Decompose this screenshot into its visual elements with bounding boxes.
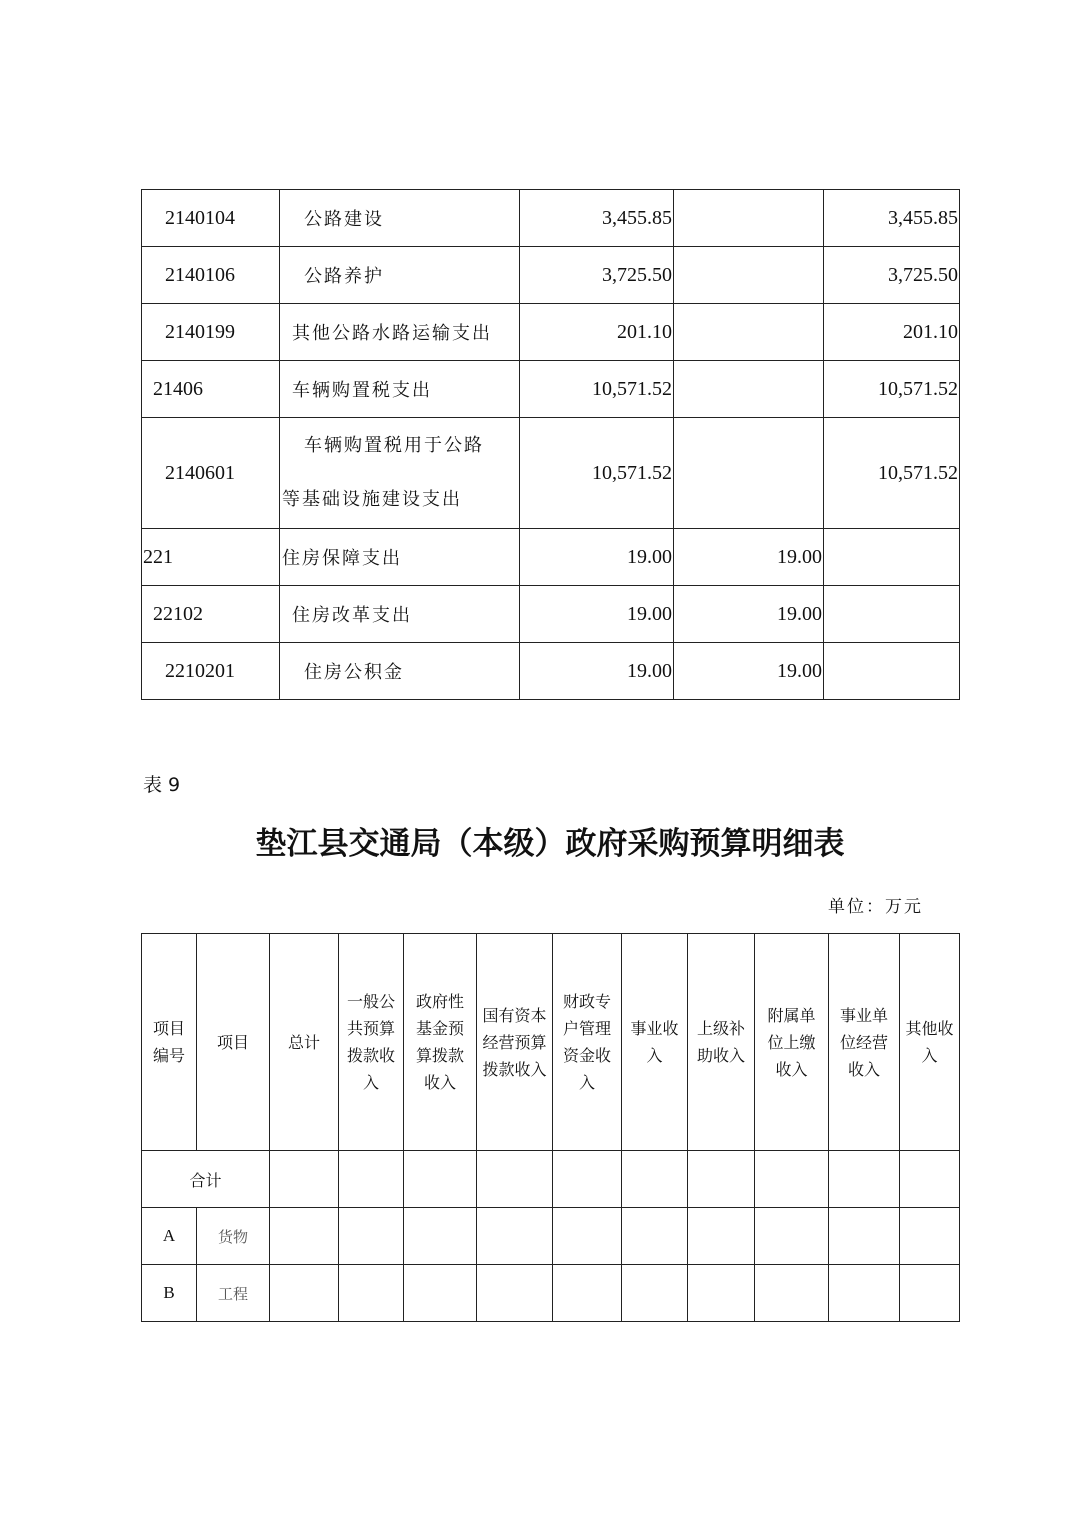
cell [622,1151,688,1208]
cell [404,1151,477,1208]
header-line: 编号 [152,1046,185,1065]
amount-basic [674,304,824,361]
cell [829,1151,900,1208]
cell [270,1265,339,1322]
subject-code: 2140199 [142,304,280,361]
subject-code: 2140106 [142,247,280,304]
subject-name-line2: 等基础设施建设支出 [282,489,462,510]
cell [339,1208,404,1265]
cell [755,1265,829,1322]
cell [339,1265,404,1322]
amount-basic [674,247,824,304]
header-row [142,934,960,1151]
amount-project: 10,571.52 [824,418,960,529]
table-number-label: 表 9 [143,774,181,796]
amount-project [824,529,960,586]
table-row [142,529,960,586]
amount-basic [674,418,824,529]
header-line: 拨款收 [346,1046,395,1065]
total-row [142,1151,960,1208]
cell [270,1151,339,1208]
amount-project [824,586,960,643]
amount-project: 3,725.50 [824,247,960,304]
cell [829,1265,900,1322]
header-line: 项目 [216,1032,249,1052]
cell [477,1151,553,1208]
header-line: 附属单 [767,1005,816,1025]
table-row [142,247,960,304]
subject-code: 221 [142,529,280,586]
procurement-budget-table [141,933,960,1322]
table-row [142,1208,960,1265]
header-line: 基金预 [415,1019,464,1038]
header-line: 事业收 [630,1019,679,1038]
cell [477,1265,553,1322]
header-line: 国有资本 [482,1005,547,1025]
table-row [142,304,960,361]
header-line: 位经营 [839,1032,888,1052]
cell [688,1265,755,1322]
amount-project: 3,455.85 [824,190,960,247]
header-line: 入 [362,1073,379,1092]
amount-total: 19.00 [520,643,674,700]
subject-code: 2140601 [142,418,280,529]
amount-project: 10,571.52 [824,361,960,418]
cell [404,1265,477,1322]
table-row [142,1265,960,1322]
subject-code: 2210201 [142,643,280,700]
table-row [142,418,960,529]
header-line: 政府性 [415,992,464,1011]
table-row [142,190,960,247]
header-cell-other [900,934,960,1151]
header-line: 总计 [287,1032,320,1052]
table-row [142,361,960,418]
expenditure-table [141,189,960,700]
header-line: 其他收 [905,1019,954,1038]
unit-label: 单位：万元 [828,897,923,917]
cell [553,1208,622,1265]
header-line: 共预算 [346,1019,395,1038]
subject-name: 住房保障支出 [280,529,520,586]
header-cell-fund-budget [404,934,477,1151]
header-line: 入 [921,1046,938,1065]
cell [829,1208,900,1265]
row-name: 货物 [197,1208,270,1265]
header-line: 位上缴 [767,1032,816,1052]
document-title: 垫江县交通局（本级）政府采购预算明细表 [255,826,845,862]
amount-total: 10,571.52 [520,361,674,418]
cell [404,1208,477,1265]
header-line: 算拨款 [415,1046,464,1065]
cell [339,1151,404,1208]
row-code: B [142,1265,197,1322]
cell [688,1208,755,1265]
cell [900,1265,960,1322]
subject-name [280,418,520,529]
amount-basic [674,190,824,247]
header-cell-general-budget [339,934,404,1151]
header-cell-subsidy [688,934,755,1151]
amount-total: 10,571.52 [520,418,674,529]
cell [900,1151,960,1208]
subject-name-line1: 车辆购置税用于公路 [304,435,484,456]
cell [688,1151,755,1208]
header-line: 项目 [152,1019,185,1038]
header-cell-affiliated [755,934,829,1151]
amount-project: 201.10 [824,304,960,361]
header-line: 收入 [847,1059,880,1079]
header-line: 一般公 [346,992,395,1011]
header-line: 入 [646,1046,663,1065]
header-line: 财政专 [562,992,611,1011]
subject-name: 住房公积金 [280,643,520,700]
header-cell-item [197,934,270,1151]
header-cell-operating [829,934,900,1151]
total-label: 合计 [142,1151,270,1208]
header-line: 收入 [775,1059,808,1079]
amount-total: 3,725.50 [520,247,674,304]
header-line: 资金收 [562,1046,611,1065]
header-cell-business-income [622,934,688,1151]
row-name: 工程 [197,1265,270,1322]
header-line: 助收入 [696,1046,745,1065]
subject-code: 22102 [142,586,280,643]
subject-name: 车辆购置税支出 [280,361,520,418]
cell [553,1151,622,1208]
header-line: 经营预算 [482,1032,547,1052]
amount-basic: 19.00 [674,586,824,643]
cell [755,1151,829,1208]
cell [270,1208,339,1265]
row-code: A [142,1208,197,1265]
header-cell-special-account [553,934,622,1151]
header-cell-state-capital [477,934,553,1151]
subject-code: 2140104 [142,190,280,247]
cell [755,1208,829,1265]
cell [553,1265,622,1322]
subject-code: 21406 [142,361,280,418]
header-cell-total [270,934,339,1151]
subject-name: 其他公路水路运输支出 [280,304,520,361]
header-line: 上级补 [696,1019,745,1038]
amount-total: 201.10 [520,304,674,361]
cell [622,1208,688,1265]
subject-name: 公路养护 [280,247,520,304]
amount-basic: 19.00 [674,529,824,586]
cell [900,1208,960,1265]
cell [622,1265,688,1322]
amount-total: 19.00 [520,529,674,586]
amount-basic [674,361,824,418]
cell [477,1208,553,1265]
amount-total: 3,455.85 [520,190,674,247]
header-line: 入 [578,1073,595,1092]
table-row [142,643,960,700]
header-cell-code [142,934,197,1151]
subject-name: 住房改革支出 [280,586,520,643]
header-line: 户管理 [562,1019,611,1038]
amount-total: 19.00 [520,586,674,643]
table-row [142,586,960,643]
header-line: 收入 [423,1073,456,1092]
header-line: 拨款收入 [482,1059,547,1079]
amount-basic: 19.00 [674,643,824,700]
subject-name: 公路建设 [280,190,520,247]
amount-project [824,643,960,700]
header-line: 事业单 [839,1005,888,1025]
